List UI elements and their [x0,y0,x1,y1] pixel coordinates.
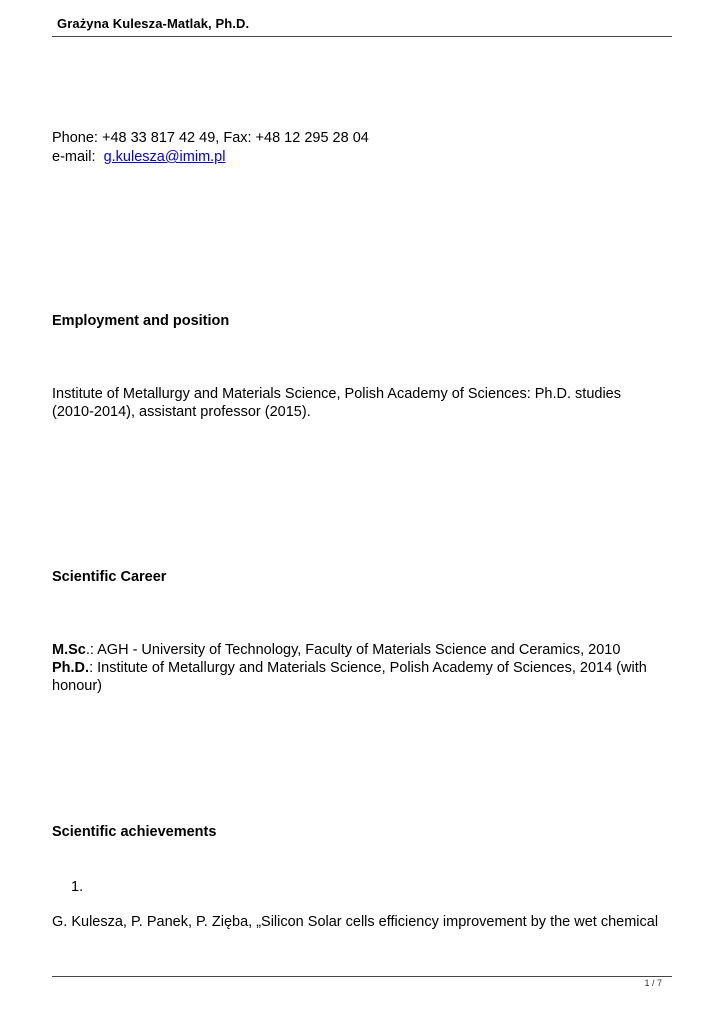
phd-label: Ph.D. [52,660,90,676]
phd-text: : Institute of Metallurgy and Materials Science, Polish Academy of Sciences, 2014 (with [89,660,647,676]
achievements-heading: Scientific achievements [52,824,217,840]
email-link[interactable]: g.kulesza@imim.pl [103,149,226,165]
page-number: 1 / 7 [644,978,662,988]
email-line [52,148,225,166]
footer-rule [52,976,672,977]
phd-line-continuation: honour) [52,678,102,694]
employment-text-line-2: (2010-2014), assistant professor (2015). [52,404,311,420]
employment-heading: Employment and position [52,313,230,329]
phone-fax-line: Phone: +48 33 817 42 49, Fax: +48 12 295 28 04 [52,130,369,146]
msc-line [52,641,620,659]
achievement-item-number: 1. [71,879,84,895]
page-header-title: Grażyna Kulesza-Matlak, Ph.D. [57,16,250,31]
header-rule [52,36,672,37]
achievement-item-text: G. Kulesza, P. Panek, P. Zięba, „Silicon Solar cells efficiency improvement by the wet chemical [52,914,659,930]
employment-text-line-1: Institute of Metallurgy and Materials Science, Polish Academy of Sciences: Ph.D. studies [52,386,621,402]
msc-text: .: AGH - University of Technology, Faculty of Materials Science and Ceramics, 2010 [85,642,621,658]
email-label: e-mail: [52,149,96,165]
msc-label: M.Sc [52,642,86,658]
career-heading: Scientific Career [52,569,167,585]
phd-line [52,659,647,677]
